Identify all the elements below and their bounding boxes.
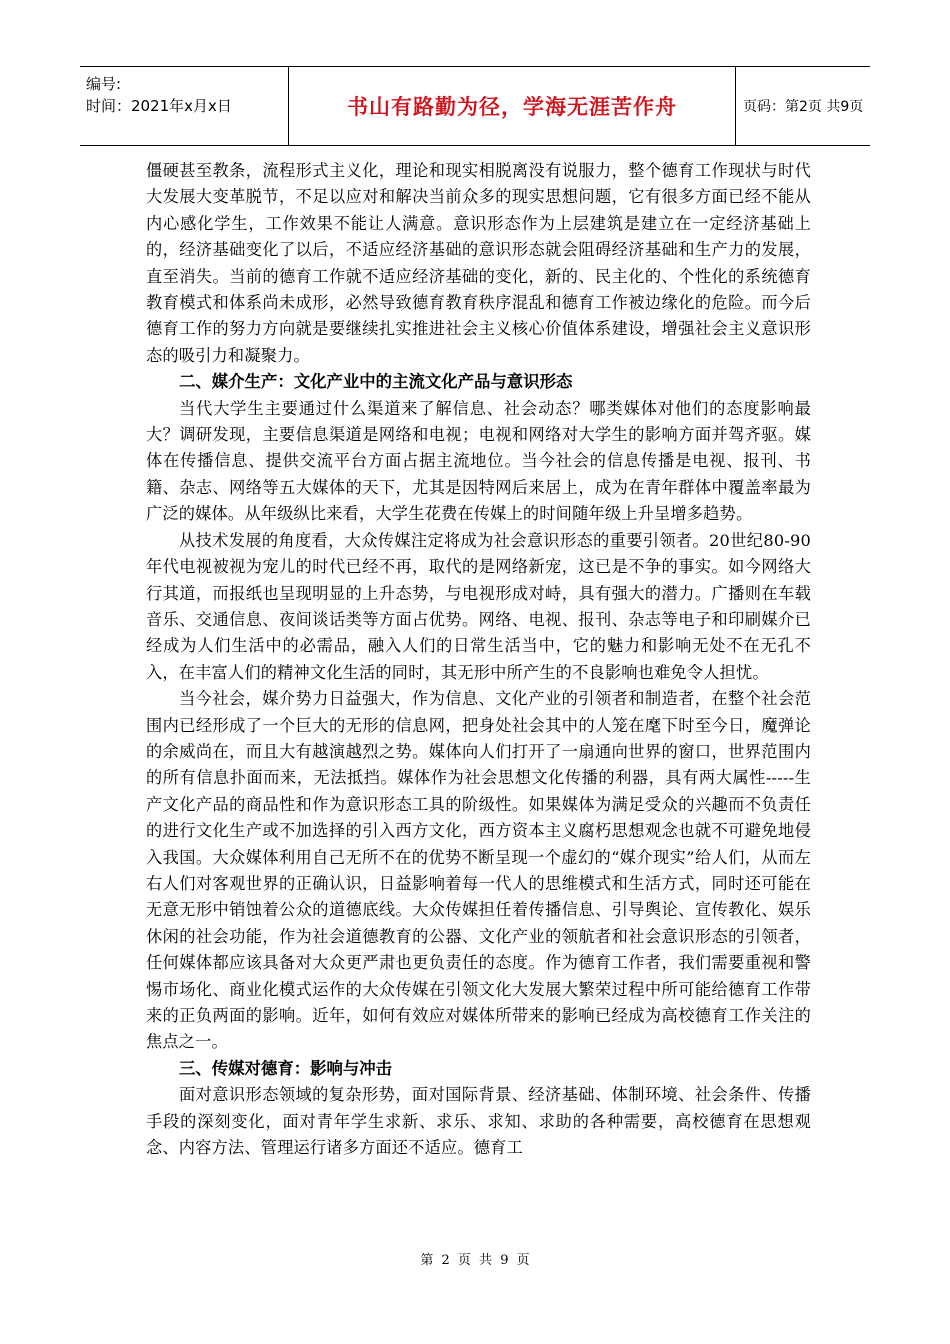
paragraph-4: 当今社会，媒介势力日益强大，作为信息、文化产业的引领者和制造者，在整个社会范围内已经形成了一个巨大的无形的信息网，把身处社会其中的人笼在麾下时至今日，魔弹论的余威尚在，而且大有越演越烈之势。媒体向人们打开了一扇通向世界的窗口，世界范围内的所有信息扑面而来，无法抵挡。媒体作为社会思想文化传播的利器，具有两大属性-----生产文化产品的商品性和作为意识形态工具的阶级性。如果媒体为满足受众的兴趣而不负责任的进行文化生产或不加选择的引入西方文化，西方资本主义腐朽思想观念也就不可避免地侵入我国。大众媒体利用自己无所不在的优势不断呈现一个虚幻的“媒介现实”给人们，从而左右人们对客观世界的正确认识，日益影响着每一代人的思维模式和生活方式，同时还可能在无意无形中销蚀着公众的道德底线。大众传媒担任着传播信息、引导舆论、宣传教化、娱乐休闲的社会功能，作为社会道德教育的公器、文化产业的领航者和社会意识形态的引领者，任何媒体都应该具备对大众更严肃也更负责任的态度。作为德育工作者，我们需要重视和警惕市场化、商业化模式运作的大众传媒在引领文化大发展大繁荣过程中所可能给德育工作带来的正负两面的影响。近年，如何有效应对媒体所带来的影响已经成为高校德育工作关注的焦点之一。 [146, 689, 811, 1052]
page-header [80, 66, 870, 146]
document-body [146, 158, 811, 1161]
header-motto: 书山有路勤为径，学海无涯苦作舟 [347, 95, 677, 119]
doc-number-label: 编号: [86, 75, 122, 93]
header-page-cell [735, 67, 870, 145]
doc-time-label: 时间：2021年x月x日 [86, 97, 232, 115]
header-page-info: 页码：第2页 共9页 [743, 99, 864, 115]
paragraph-5: 面对意识形态领域的复杂形势，面对国际背景、经济基础、体制环境、社会条件、传播手段的深刻变化，面对青年学生求新、求乐、求知、求助的各种需要，高校德育在思想观念、内容方法、管理运行诸多方面还不适应。德育工 [146, 1085, 811, 1158]
paragraph-3: 从技术发展的角度看，大众传媒注定将成为社会意识形态的重要引领者。20世纪80-90年代电视被视为宠儿的时代已经不再，取代的是网络新宠，这已是不争的事实。如今网络大行其道，而报纸也呈现明显的上升态势，与电视形成对峙，具有强大的潜力。广播则在车载音乐、交通信息、夜间谈话类等方面占优势。网络、电视、报刊、杂志等电子和印刷媒介已经成为人们生活中的必需品，融入人们的日常生活当中，它的魅力和影响无处不在无孔不入，在丰富人们的精神文化生活的同时，其无形中所产生的不良影响也难免令人担忧。 [146, 530, 811, 682]
paragraph-2: 当代大学生主要通过什么渠道来了解信息、社会动态？哪类媒体对他们的态度影响最大？调研发现，主要信息渠道是网络和电视；电视和网络对大学生的影响方面并驾齐驱。媒体在传播信息、提供交流平台方面占据主流地位。当今社会的信息传播是电视、报刊、书籍、杂志、网络等五大媒体的天下，尤其是因特网后来居上，成为在青年群体中覆盖率最为广泛的媒体。从年级纵比来看，大学生花费在传媒上的时间随年级上升呈增多趋势。 [146, 398, 811, 524]
header-meta-cell [80, 67, 288, 145]
section-heading-2: 二、媒介生产：文化产业中的主流文化产品与意识形态 [179, 372, 573, 392]
paragraph-1: 僵硬甚至教条，流程形式主义化，理论和现实相脱离没有说服力，整个德育工作现状与时代大发展大变革脱节，不足以应对和解决当前众多的现实思想问题，它有很多方面已经不能从内心感化学生，工作效果不能让人满意。意识形态作为上层建筑是建立在一定经济基础上的，经济基础变化了以后，不适应经济基础的意识形态就会阻碍经济基础和生产力的发展，直至消失。当前的德育工作就不适应经济基础的变化，新的、民主化的、个性化的系统德育教育模式和体系尚未成形，必然导致德育教育秩序混乱和德育工作被边缘化的危险。而今后德育工作的努力方向就是要继续扎实推进社会主义核心价值体系建设，增强社会主义意识形态的吸引力和凝聚力。 [146, 161, 811, 365]
page-footer: 第 2 页 共 9 页 [420, 1253, 530, 1268]
header-motto-cell [288, 67, 736, 145]
section-heading-3: 三、传媒对德育：影响与冲击 [179, 1058, 393, 1078]
